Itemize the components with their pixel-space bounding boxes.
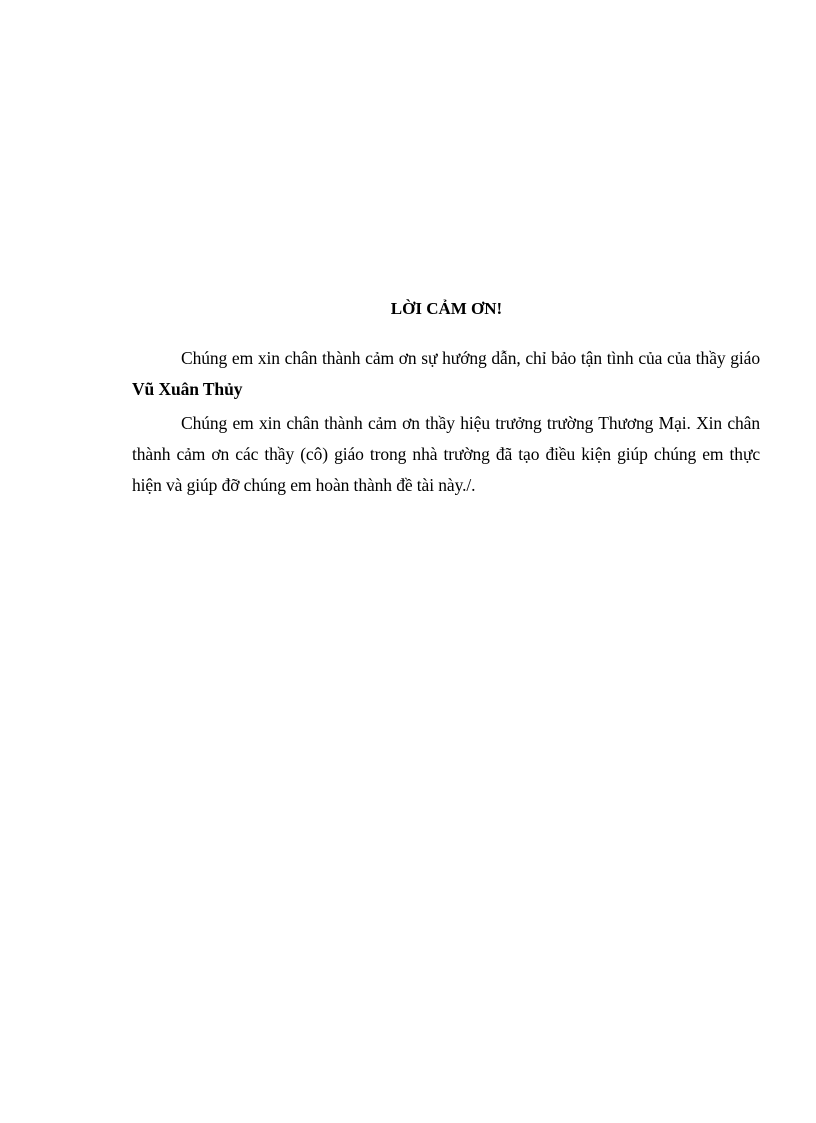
page-title: LỜI CẢM ƠN! (390, 299, 503, 318)
paragraph-acknowledgement-advisor (132, 343, 760, 405)
advisor-name: Vũ Xuân Thủy (132, 379, 243, 399)
paragraph-text: Chúng em xin chân thành cảm ơn sự hướng dẫn, chỉ bảo tận tình của của thầy giáo (181, 348, 760, 368)
document-body (132, 296, 760, 501)
paragraph-acknowledgement-school: Chúng em xin chân thành cảm ơn thầy hiệu trưởng trường Thương Mại. Xin chân thành cảm ơn các thầy (cô) giáo trong nhà trường đã tạo điều kiện giúp chúng em thực hiện và giúp đỡ chúng em hoàn thành đề tài này./. (132, 413, 760, 495)
